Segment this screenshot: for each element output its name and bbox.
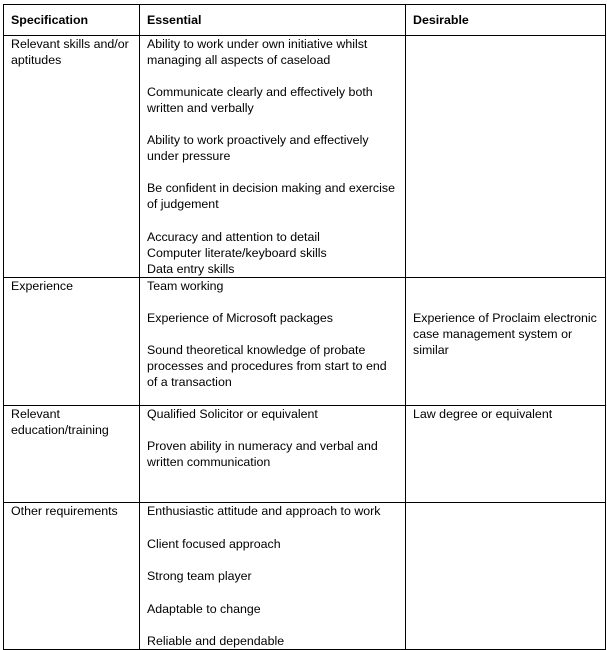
header-desirable: Desirable (406, 5, 606, 36)
essential-cell-other (140, 503, 406, 650)
essential-item: Sound theoretical knowledge of probate processes and procedures from start to end of a transaction (147, 343, 387, 389)
essential-item: Enthusiastic attitude and approach to work (147, 504, 381, 518)
essential-item: Reliable and dependable (147, 634, 285, 648)
essential-cell-skills (140, 36, 406, 278)
table-header-row (4, 5, 606, 36)
table-row-other (4, 503, 606, 650)
essential-item: Team working (147, 279, 224, 293)
spec-cell-other (4, 503, 140, 650)
essential-cell-experience (140, 278, 406, 406)
spec-cell-skills (4, 36, 140, 278)
essential-item: Qualified Solicitor or equivalent (147, 407, 318, 421)
essential-item: Proven ability in numeracy and verbal and written communication (147, 439, 378, 469)
essential-item: Data entry skills (147, 262, 235, 276)
essential-item: Experience of Microsoft packages (147, 311, 333, 325)
table-row-skills (4, 36, 606, 278)
essential-item: Be confident in decision making and exercise of judgement (147, 181, 395, 211)
essential-item: Adaptable to change (147, 602, 261, 616)
desirable-item: Law degree or equivalent (413, 407, 553, 421)
essential-item: Ability to work under own initiative whilst managing all aspects of caseload (147, 37, 368, 67)
essential-cell-education (140, 406, 406, 503)
desirable-cell-skills (406, 36, 606, 278)
essential-item: Client focused approach (147, 537, 281, 551)
spec-label: Relevant education/training (11, 407, 109, 437)
essential-item: Ability to work proactively and effectively under pressure (147, 133, 369, 163)
spec-label: Relevant skills and/or aptitudes (11, 37, 129, 67)
person-specification-table (3, 4, 606, 650)
essential-item: Communicate clearly and effectively both written and verbally (147, 85, 373, 115)
spec-label: Other requirements (11, 504, 118, 518)
desirable-cell-experience (406, 278, 606, 406)
essential-item: Strong team player (147, 569, 252, 583)
table-row-education (4, 406, 606, 503)
spec-cell-education (4, 406, 140, 503)
table-row-experience (4, 278, 606, 406)
desirable-cell-other (406, 503, 606, 650)
header-essential: Essential (140, 5, 406, 36)
spec-label: Experience (11, 279, 73, 293)
desirable-cell-education (406, 406, 606, 503)
desirable-item: Experience of Proclaim electronic case management system or similar (413, 311, 597, 357)
essential-item: Computer literate/keyboard skills (147, 246, 327, 260)
header-specification: Specification (4, 5, 140, 36)
spec-cell-experience (4, 278, 140, 406)
essential-item: Accuracy and attention to detail (147, 230, 320, 244)
